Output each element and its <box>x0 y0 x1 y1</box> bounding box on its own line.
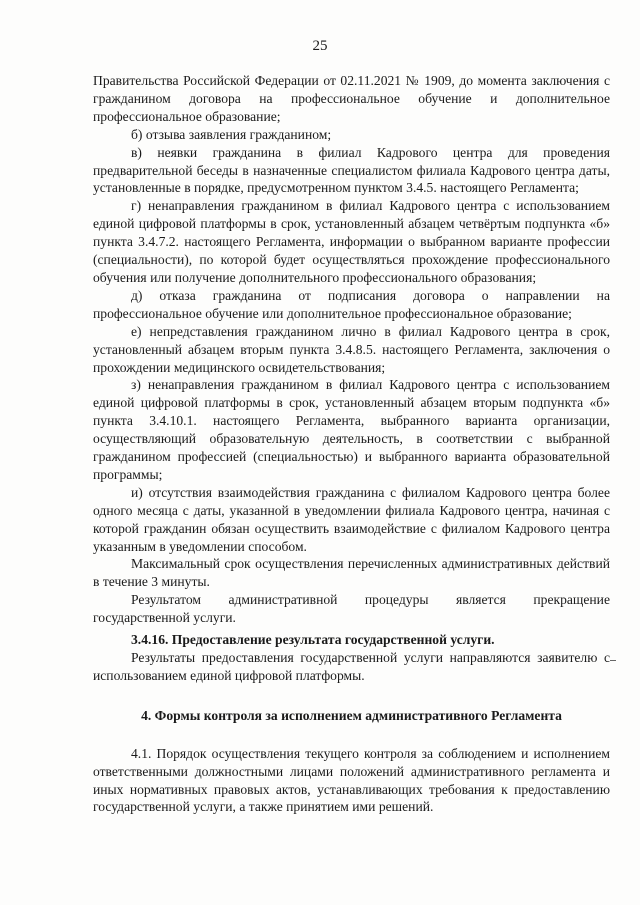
paragraph-item-v: в) неявки гражданина в филиал Кадрового центра для проведения предварительной беседы в назначенные специалистом филиала Кадрового центра даты, установленные в порядке, предусмотренном пунктом 3.4.5. настоящего Регламента; <box>93 144 610 196</box>
paragraph-item-e: е) непредставления гражданином лично в филиал Кадрового центра в срок, установленный абзацем вторым пункта 3.4.8.5. настоящего Регламента, заключения о прохождении медицинского освидетельствования; <box>93 323 610 375</box>
subheading-3-4-16: 3.4.16. Предоставление результата государственной услуги. <box>131 632 495 648</box>
paragraph-max-time: Максимальный срок осуществления перечисленных административных действий в течение 3 минуты. <box>93 556 610 590</box>
paragraph-continuation: Правительства Российской Федерации от 02.11.2021 № 1909, до момента заключения с гражданином договора на профессиональное обучение и дополнительное профессиональное образование; <box>93 73 610 124</box>
document-body <box>93 72 610 816</box>
paragraph-item-i: и) отсутствия взаимодействия гражданина с филиалом Кадрового центра более одного месяца с даты, указанной в уведомлении филиала Кадрового центра, начиная с которой гражданин обязан осуществить взаимодействие с филиалом Кадрового центра указанным в уведомлении способом. <box>93 484 610 554</box>
paragraph-result-delivery: Результаты предоставления государственной услуги направляются заявителю с использованием единой цифровой платформы. <box>93 650 610 683</box>
paragraph-result: Результатом административной процедуры является прекращение государственной услуги. <box>93 592 610 626</box>
paragraph-item-g: г) ненаправления гражданином в филиал Кадрового центра с использованием единой цифровой платформы в срок, установленный абзацем четвёртым подпункта «б» пункта 3.4.7.2. настоящего Регламента, информации о выбранном варианте профессии (специальности), по которой будет осуществляться прохождение профессионального обучения или получение дополнительного профессионального образования; <box>93 198 610 285</box>
paragraph-item-d: д) отказа гражданина от подписания договора о направлении на профессиональное обучение или дополнительное профессиональное образование; <box>93 287 610 321</box>
paragraph-4-1: 4.1. Порядок осуществления текущего контроля за соблюдением и исполнением ответственными должностными лицами положений административного регламента и иных нормативных правовых актов, устанавливающих требования к предоставлению государственной услуги, а также принятием ими решений. <box>93 745 610 815</box>
page-number: 25 <box>312 38 328 54</box>
section-heading-4: 4. Формы контроля за исполнением административного Регламента <box>141 707 562 723</box>
paragraph-item-z: з) ненаправления гражданином в филиал Кадрового центра с использованием единой цифровой платформы в срок, установленный абзацем вторым подпункта «б» пункта 3.4.10.1. настоящего Регламента, выбранного варианта организации, осуществляющий образовательную деятельность, в соответствии с выбранной гражданином профессией (специальностью) и выбранного варианта образовательной программы; <box>93 377 610 482</box>
paragraph-item-b: б) отзыва заявления гражданином; <box>131 126 332 142</box>
margin-mark <box>610 660 616 661</box>
